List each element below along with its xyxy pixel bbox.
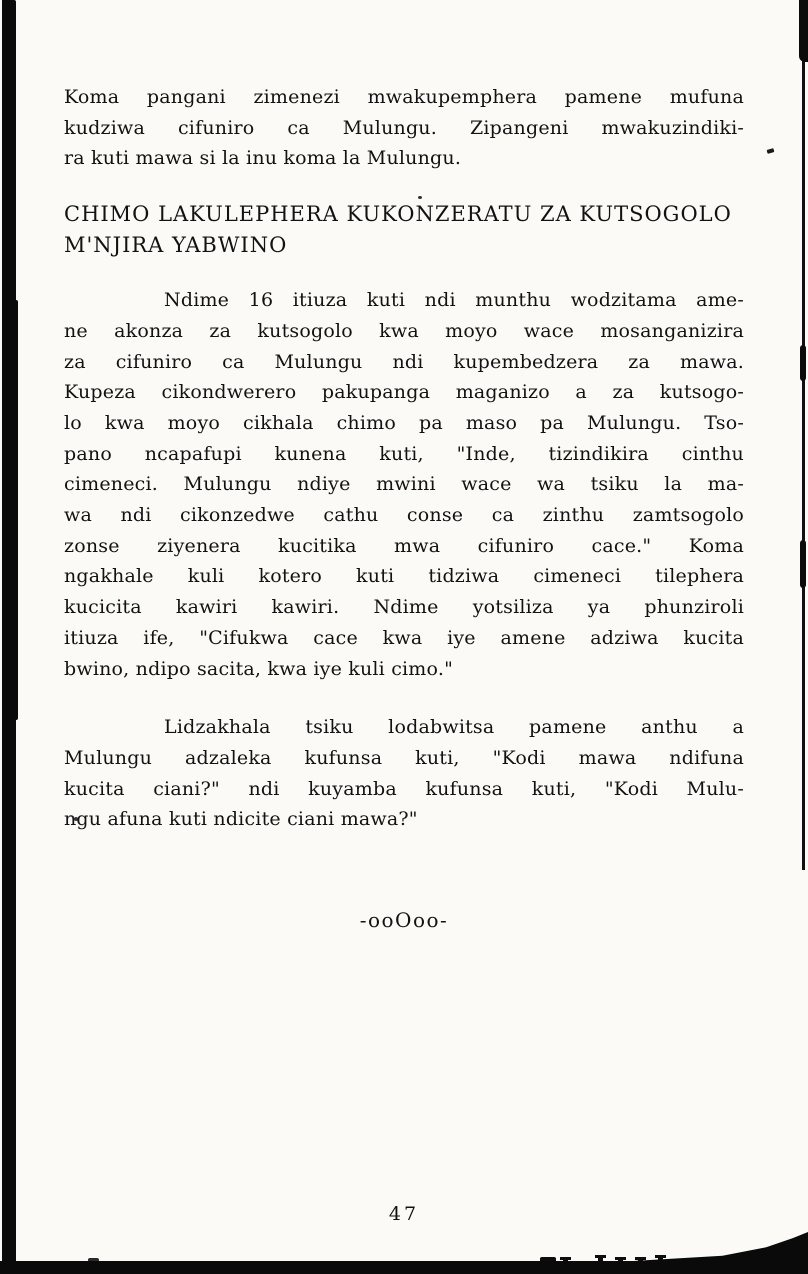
text-line: kudziwa cifuniro ca Mulungu. Zipangeni mwakuzindiki- bbox=[64, 116, 744, 139]
text-line: kucita ciani?" ndi kuyamba kufunsa kuti, "Kodi Mulu- bbox=[64, 777, 744, 800]
scan-edge-right bbox=[802, 0, 805, 870]
text-line: ne akonza za kutsogolo kwa moyo wace mosanganizira bbox=[64, 319, 744, 342]
paragraph bbox=[64, 82, 744, 174]
scan-speck bbox=[767, 148, 775, 154]
text-line: Koma pangani zimenezi mwakupemphera pamene mufuna bbox=[64, 86, 744, 108]
scan-edge-left bbox=[2, 0, 16, 1274]
text-line: zonse ziyenera kucitika mwa cifuniro cace." Koma bbox=[64, 534, 744, 557]
text-line: ngakhale kuli kotero kuti tidziwa cimeneci tilephera bbox=[64, 565, 744, 588]
scan-edge-right-top bbox=[799, 0, 808, 62]
paragraph bbox=[64, 285, 744, 684]
page-number: 47 bbox=[388, 1203, 420, 1225]
text-line: Kupeza cikondwerero pakupanga maganizo a za kutsogo- bbox=[64, 381, 744, 404]
scan-blemish bbox=[800, 540, 806, 588]
text-line: ra kuti mawa si la inu koma la Mulungu. bbox=[64, 147, 462, 170]
text-line: ngu afuna kuti ndicite ciani mawa?" bbox=[64, 808, 418, 831]
text-line: Ndime 16 itiuza kuti ndi munthu wodzitama ame- bbox=[164, 289, 744, 312]
text-line: CHIMO LAKULEPHERA KUKONZERATU ZA KUTSOGOLO bbox=[64, 202, 732, 227]
text-line: cimeneci. Mulungu ndiye mwini wace wa tsiku la ma- bbox=[64, 473, 744, 496]
section-divider: -ooOoo- bbox=[359, 908, 449, 932]
text-line: Mulungu adzaleka kufunsa kuti, "Kodi mawa ndifuna bbox=[64, 746, 744, 769]
text-line: Lidzakhala tsiku lodabwitsa pamene anthu a bbox=[164, 716, 744, 739]
section-heading bbox=[64, 199, 744, 261]
scan-edge-bottom bbox=[0, 1261, 808, 1274]
text-line: wa ndi cikonzedwe cathu conse ca zinthu zamtsogolo bbox=[64, 504, 744, 527]
text-line: M'NJIRA YABWINO bbox=[64, 233, 288, 258]
text-line: za cifuniro ca Mulungu ndi kupembedzera za mawa. bbox=[64, 350, 744, 373]
text-content bbox=[64, 0, 744, 835]
text-line: pano ncapafupi kunena kuti, "Inde, tizindikira cinthu bbox=[64, 442, 744, 465]
text-line: itiuza ife, "Cifukwa cace kwa iye amene adziwa kucita bbox=[64, 626, 744, 649]
scan-blemish bbox=[800, 345, 806, 381]
text-line: bwino, ndipo sacita, kwa iye kuli cimo." bbox=[64, 657, 454, 680]
paragraph bbox=[64, 712, 744, 835]
text-line: kucicita kawiri kawiri. Ndime yotsiliza ya phunziroli bbox=[64, 596, 744, 619]
text-line: lo kwa moyo cikhala chimo pa maso pa Mulungu. Tso- bbox=[64, 411, 744, 434]
